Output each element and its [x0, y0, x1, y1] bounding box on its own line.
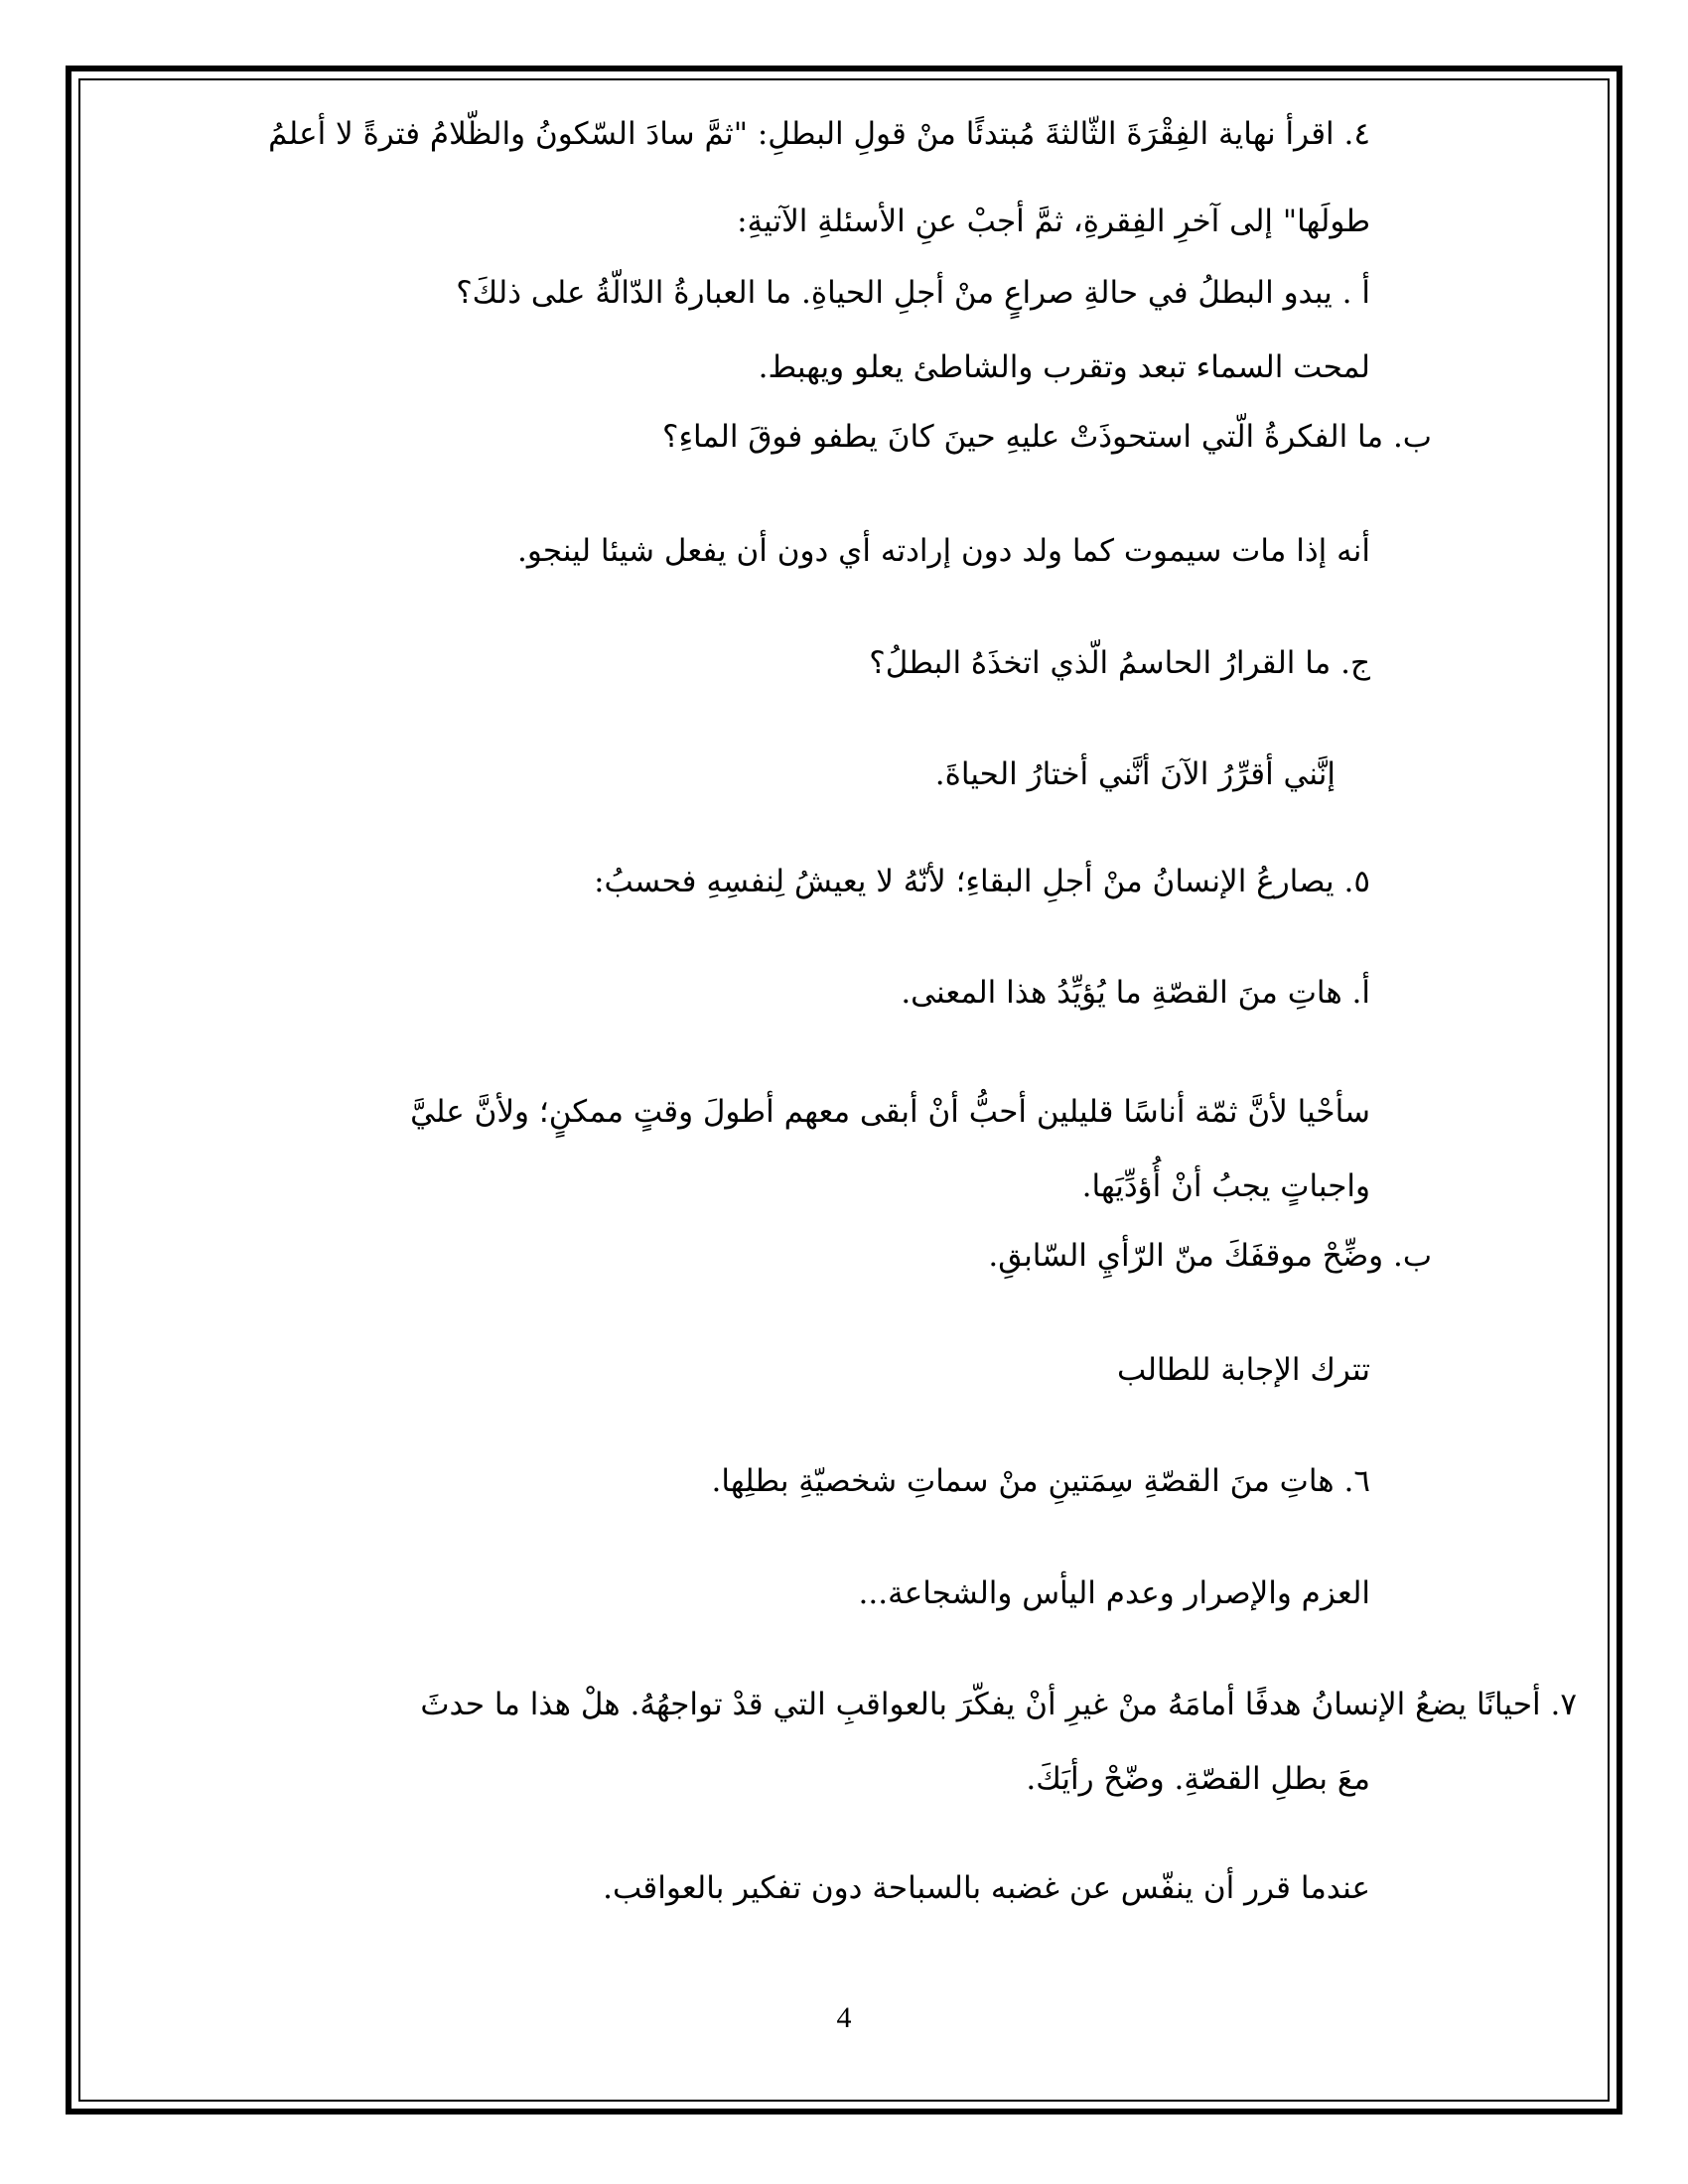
question-4-line-1: ٤. اقرأ نهاية الفِقْرَةَ الثّالثةَ مُبتدئًا منْ قولِ البطلِ: "ثمَّ سادَ السّكونُ والظّلامُ فترةً لا أعلمُ — [268, 116, 1370, 152]
question-4c-text: ج. ما القرارُ الحاسمُ الّذي اتخذَهُ البطلُ؟ — [869, 645, 1370, 681]
question-6-text: ٦. هاتِ منَ القصّةِ سِمَتينِ منْ سماتِ شخصيّةِ بطلِها. — [711, 1463, 1370, 1499]
question-7-line-1: ٧. أحيانًا يضعُ الإنسانُ هدفًا أمامَهُ منْ غيرِ أنْ يفكّرَ بالعواقبِ التي قدْ تواجهُهُ. هلْ هذا ما حدثَ — [420, 1687, 1577, 1722]
answer-6: العزم والإصرار وعدم اليأس والشجاعة... — [858, 1575, 1370, 1611]
question-4b-text: ب. ما الفكرةُ الّتي استحوذَتْ عليهِ حينَ كانَ يطفو فوقَ الماءِ؟ — [662, 419, 1432, 455]
answer-5b: تترك الإجابة للطالب — [1117, 1352, 1370, 1388]
question-4a-text: أ . يبدو البطلُ في حالةِ صراعٍ منْ أجلِ الحياةِ. ما العبارةُ الدّالّةُ على ذلكَ؟ — [456, 275, 1370, 311]
answer-5a-line-1: سأحْيا لأنَّ ثمّة أناسًا قليلين أحبُّ أنْ أبقى معهم أطولَ وقتٍ ممكنٍ؛ ولأنَّ عليَّ — [410, 1094, 1370, 1130]
question-4-line-2: طولَها" إلى آخرِ الفِقرةِ، ثمَّ أجبْ عنِ الأسئلةِ الآتيةِ: — [737, 204, 1370, 239]
answer-5a-line-2: واجباتٍ يجبُ أنْ أُؤدِّيَها. — [1081, 1168, 1370, 1204]
question-5b-text: ب. وضِّحْ موقفَكَ منّ الرّأيِ السّابقِ. — [988, 1238, 1432, 1274]
question-7-line-2: معَ بطلِ القصّةِ. وضّحْ رأيَكَ. — [1026, 1761, 1370, 1797]
page-number: 4 — [836, 2001, 852, 2034]
answer-7: عندما قرر أن ينفّس عن غضبه بالسباحة دون تفكير بالعواقب. — [603, 1870, 1370, 1906]
answer-4b: أنه إذا مات سيموت كما ولد دون إرادته أي دون أن يفعل شيئا لينجو. — [517, 533, 1370, 569]
answer-4a: لمحت السماء تبعد وتقرب والشاطئ يعلو ويهبط. — [758, 349, 1370, 385]
question-5a-text: أ. هاتِ منَ القصّةِ ما يُؤيِّدُ هذا المعنى. — [901, 975, 1370, 1011]
answer-4c: إنَّني أقرِّرُ الآنَ أنَّني أختارُ الحياةَ. — [934, 756, 1336, 792]
question-5-text: ٥. يصارعُ الإنسانُ منْ أجلِ البقاءِ؛ لأنّهُ لا يعيشُ لِنفسِهِ فحسبُ: — [594, 864, 1370, 899]
